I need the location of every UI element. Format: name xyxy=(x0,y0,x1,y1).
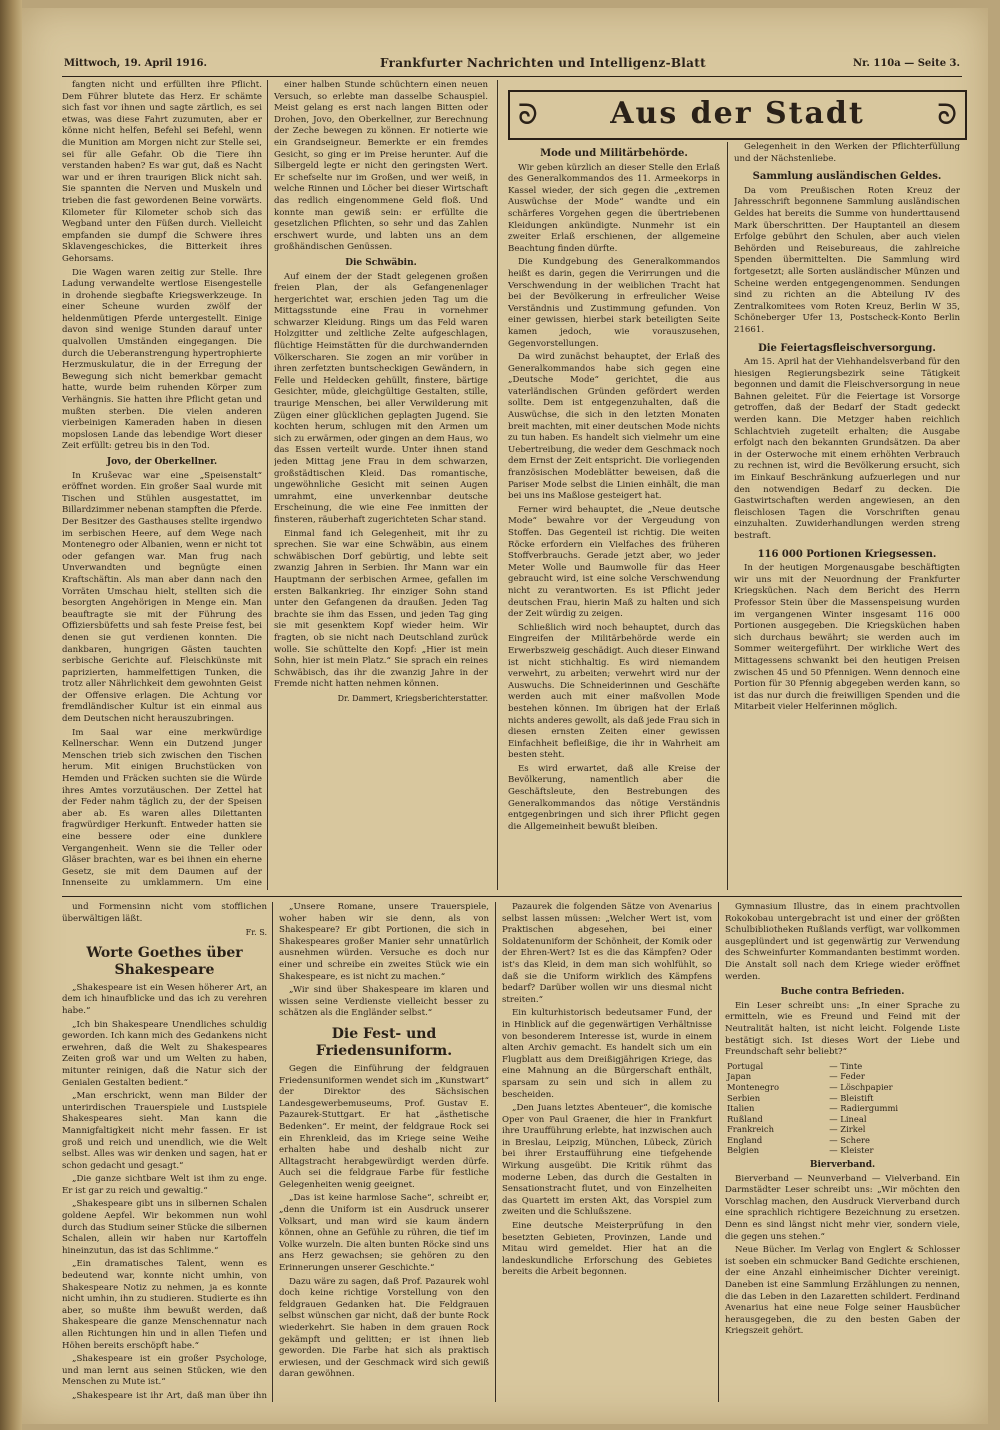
column-3 xyxy=(508,142,720,890)
column-divider xyxy=(497,80,498,890)
author-signature: Dr. Dammert, Kriegsberichterstatter. xyxy=(337,693,488,703)
column-4 xyxy=(734,142,960,890)
article-paragraph: einer halben Stunde schüchtern einen neuen Versuch, so erlebte man dasselbe Schauspiel. Meist gelang es erst nach langen Bitten oder Drohen, Jovo, den Oberkellner, zur Berechnung der Zeche bewegen zu können. Er notierte wie ein Grandseigneur. Bemerkte er ein fremdes Gesicht, so ging er im Preise herunter. Auf die Silbergeld legte er nicht den geringsten Wert. Er schefselte nur im Großen, und wer weiß, in welche Rinnen und Löcher bei dieser Wirtschaft das redlich eingenommene Geld floß. Und konnte man gewiß sein: er erfüllte die gesetzlichen Pflichten, so sehr und das Zahlen erschwert wurde, und labten uns an dem großhändischen Genüssen. xyxy=(274,80,488,253)
subheading: Buche contra Befrieden. xyxy=(780,987,905,998)
subheading: Bierverband. xyxy=(809,1160,876,1171)
author-signature: Fr. S. xyxy=(245,928,267,938)
column-divider xyxy=(495,902,496,1402)
item-cell: — Radiergummi xyxy=(829,1103,899,1114)
header-date: Mittwoch, 19. April 1916. xyxy=(64,58,207,69)
column-divider xyxy=(718,902,719,1402)
table-row xyxy=(725,1061,960,1072)
article-paragraph: Es wird erwartet, daß alle Kreise der Bevölkerung, namentlich aber die Geschäftsleute, den Bestrebungen des Generalkommandos das nötige Verständnis entgegenbringen und sich ihrer Pflicht gegen die Allgemeinheit bewußt bleiben. xyxy=(508,763,720,832)
item-cell: — Lineal xyxy=(829,1113,867,1124)
article-headline: Mode und Militärbehörde. xyxy=(540,148,688,159)
item-cell: — Zirkel xyxy=(829,1124,866,1135)
country-cell: Italien xyxy=(727,1103,755,1114)
article-paragraph: Da wird zunächst behauptet, der Erlaß des Generalkommandos habe sich gegen eine „Deutsche Mode“ gerichtet, die aus vaterländischen Gründen gefördert werden sollte. Dem ist entgegenzuhalten, daß die Auswüchse, die sich in den letzten Monaten breit machten, mit einer deutschen Mode nichts zu tun haben. Es handelt sich vielmehr um eine Uebertreibung, die weder dem Geschmack noch dem Ernst der Zeit entspricht. Die vorliegenden französischen Modeblätter beweisen, daß die Pariser Mode selbst die Linien einhält, die man bei uns ins Maßlose gesteigert hat. xyxy=(508,352,720,502)
article-paragraph: „Ein dramatisches Talent, wenn es bedeutend war, konnte nicht umhin, von Shakespeare Notiz zu nehmen, ja es konnte nicht umhin, ihn zu studieren. Studierte es ihn aber, so mußte ihm bewußt werden, daß Shakespeare die ganze Menschennatur nach allen Richtungen hin und in allen Tiefen und Höhen bereits erschöpft habe.“ xyxy=(62,1259,267,1351)
column-1 xyxy=(62,80,262,890)
item-cell: — Kleister xyxy=(829,1145,874,1156)
column-divider xyxy=(727,142,728,890)
article-paragraph: Ferner wird behauptet, die „Neue deutsche Mode“ bewahre vor der Vergeudung von Stoffen. Das Gegenteil ist richtig. Die weiten Röcke erfordern ein Vielfaches des früheren Stoffverbrauchs. Gerade jetzt aber, wo jeder Meter Wolle und Baumwolle für das Heer gebraucht wird, ist eine solche Verschwendung nicht zu verantworten. Es ist Pflicht jeder deutschen Frau, hierin Maß zu halten und sich der Zeit würdig zu zeigen. xyxy=(508,504,720,620)
item-cell: — Schere xyxy=(829,1134,870,1145)
table-row xyxy=(725,1124,960,1135)
article-paragraph: Wir geben kürzlich an dieser Stelle den Erlaß des Generalkommandos des 11. Armeekorps in Kassel wieder, der sich gegen die „extremen Auswüchse der Mode“ wandte und ein schärferes Vorgehen gegen die übertriebenen Kleidungen ankündigte. Nunmehr ist ein zweiter Erlaß erschienen, der allgemeine Beachtung finden dürfte. xyxy=(508,162,720,254)
ornament-icon: ᘐ xyxy=(937,98,957,131)
article-paragraph: Da vom Preußischen Roten Kreuz der Jahresschrift begonnene Sammlung ausländischen Geldes hat bereits die Summe von hunderttausend Mark überschritten. Der Hauptanteil an diesem Erfolge gebührt den Schulen, aber auch vielen Behörden und Reisebureaus, die zahlreiche Spenden übermittelten. Die Sammlung wird fortgesetzt; alle Sorten ausländischer Münzen und Scheine werden entgegengenommen. Sendungen sind zu richten an die Abteilung IV des Zentralkomitees vom Roten Kreuz, Berlin W 35, Schöneberger Ufer 13, Postscheck-Konto Berlin 21661. xyxy=(734,185,960,335)
article-paragraph: Bierverband — Neunverband — Vielverband. Ein Darmstädter Leser schreibt uns: „Wir möchten den Vorschlag machen, den Ausdruck Vierverband durch eine sprachlich richtigere Bezeichnung zu ersetzen. Denn es sind längst nicht mehr vier, sondern viele, die gegen uns stehen.“ xyxy=(725,1173,960,1242)
table-row xyxy=(725,1135,960,1146)
article-paragraph: und Formensinn nicht vom stofflichen überwältigen läßt. xyxy=(62,902,267,924)
ornament-icon: ᘐ xyxy=(518,98,538,131)
article-paragraph: Gegen die Einführung der feldgrauen Friedensuniformen wendet sich im „Kunstwart“ der Direktor des Sächsischen Landesgewerbemuseums, Prof. Gustav E. Pazaurek-Stuttgart. Er hat „ästhetische Bedenken“. Er meint, der feldgraue Rock sei ein Ehrenkleid, das im Kriege seine Weihe erhalten habe und deshalb nicht zur Alltagstracht herabgewürdigt werden dürfe. Auch sei die feldgraue Farbe für festliche Gelegenheiten wenig geeignet. xyxy=(279,1063,489,1190)
header-rule xyxy=(62,76,962,77)
article-paragraph: „Unsere Romane, unsere Trauerspiele, woher haben wir sie denn, als von Shakespeare? Er gibt Portionen, die sich in Shakespeares großer Manier sehr unnatürlich ausnehmen würden. Versuche es doch nur einer und schreibe ein zweites Stück wie ein Shakespeare, es ist nicht zu machen.“ xyxy=(279,902,489,982)
column-divider xyxy=(267,80,268,890)
article-paragraph: Auf einem der der Stadt gelegenen großen freien Plan, der als Gefangenenlager hergerichtet war, erschien jeden Tag um die Mittagsstunde eine Frau in vornehmer schwarzer Kleidung. Rings um das Feld waren Holzgitter und zeltliche Zelte aufgeschlagen, flüchtige Heimstätten für die durchwandernden Völkerscharen. Sie zogen an mir vorüber in ihren zerfetzten buntscheckigen Gewändern, in Felle und Heldecken gehüllt, finstere, bärtige Gesichter, müde, gleichgültige Gestalten, stille, traurige Menschen, bei aller Verwilderung mit Zügen einer glücklichen geplagten Jugend. Sie kochten herum, schlugen mit den Armen um sich zu erwärmen, oder gingen an dem Haus, wo das Essen verteilt wurde. Unter ihnen stand jeden Mittag jene Frau in dem schwarzen, großstädtischen Kleid. Das romantische, ungewöhnliche Gesicht mit seinen Augen umrahmt, eine unverkennbar deutsche Erscheinung, die wie eine Fee inmitten der finsteren, räuberhaft zugerichteten Schar stand. xyxy=(274,271,488,525)
article-headline: Worte Goethes über Shakespeare xyxy=(86,944,243,978)
bottom-column-3 xyxy=(502,902,712,1402)
article-paragraph: In der heutigen Morgenausgabe beschäftigten wir uns mit der Neuordnung der Frankfurter Kriegsküchen. Nach dem Bericht des Herrn Professor Stein über die Massenspeisung wurden im vergangenen Winter insgesamt 116 000 Portionen ausgegeben. Die Kriegsküchen haben sich durchaus bewährt; sie werden auch im Sommer weitergeführt. Der wirkliche Wert des Mittagessens schwankt bei den heutigen Preisen zwischen 45 und 50 Pfennigen. Wenn dennoch eine Portion für 30 Pfennig abgegeben werden kann, so ist das nur durch die freiwilligen Spenden und die Mitarbeit vieler Helferinnen möglich. xyxy=(734,563,960,713)
table-row xyxy=(725,1071,960,1082)
item-cell: — Tinte xyxy=(829,1060,863,1071)
word-list-table xyxy=(725,1061,960,1156)
article-paragraph: Neue Bücher. Im Verlag von Englert & Schlosser ist soeben ein schmucker Band Gedichte erschienen, der eine Anzahl einheimischer Dichter vereinigt. Daneben ist eine Sammlung Erzählungen zu nennen, die das Leben in den Lazaretten schildert. Ferdinand Avenarius hat eine neue Folge seiner Hausbücher herausgegeben, die zu den besten Gaben der Kriegszeit gehört. xyxy=(725,1245,960,1337)
article-paragraph: Eine deutsche Meisterprüfung in den besetzten Gebieten, Provinzen, Lande und Mitau wird gemeldet. Hier hat an die landeskundliche Erforschung des Gebietes bereits die Arbeit begonnen. xyxy=(502,1221,712,1278)
item-cell: — Löschpapier xyxy=(829,1081,893,1092)
article-paragraph: Gelegenheit in den Werken der Pflichterfüllung und der Nächstenliebe. xyxy=(734,142,960,164)
table-row xyxy=(725,1082,960,1093)
section-title: Aus der Stadt xyxy=(610,96,865,131)
article-paragraph: fangten nicht und erfüllten ihre Pflicht. Dem Führer blutete das Herz. Er schämte sich fast vor ihnen und sagte zärtlich, es sei etwas, was diese Fahrt zuzumuten, aber er könne nicht helfen, Befehl sei Befehl, wenn die Munition am Morgen nicht zur Stelle sei, sei für alle Gefahr. Ob die Tiere ihn verstanden haben? Es war gut, daß es Nacht war und er ihren traurigen Blick nicht sah. Sie spannten die Nerven und Muskeln und trieben die fast gewordenen Beine vorwärts. Kilometer für Kilometer schob sich das Wegband unter den Füßen durch. Vielleicht empfanden sie dumpf die Schwere ihres Sklavengeschickes, die Bitterkeit ihres Gehorsams. xyxy=(62,80,262,264)
header-page-number: Nr. 110a — Seite 3. xyxy=(852,58,960,69)
article-paragraph: „Shakespeare ist ein Wesen höherer Art, an dem ich hinaufblicke und das ich zu verehren habe.“ xyxy=(62,982,267,1016)
table-row xyxy=(725,1093,960,1104)
country-cell: Belgien xyxy=(727,1145,760,1156)
article-paragraph: Gymnasium Illustre, das in einem prachtvollen Rokokobau untergebracht ist und einer der größten Schulbibliotheken Rußlands verfügt, war vollkommen ausgeplündert und ist gegenwärtig zur Verwendung des Schweinfurter Kommandanten bestimmt worden. Die Anstalt soll nach dem Kriege wieder eröffnet werden. xyxy=(725,902,960,982)
article-paragraph: Die Kundgebung des Generalkommandos heißt es darin, gegen die Verirrungen und die Verschwendung in der weiblichen Tracht hat bei der Bevölkerung in erfreulicher Weise Verständnis und Zustimmung gefunden. Von einer gewissen, hierbei stark beteiligten Seite kamen jedoch, wie vorauszusehen, Gegenvorstellungen. xyxy=(508,257,720,349)
bottom-column-4 xyxy=(725,902,960,1402)
bottom-column-2 xyxy=(279,902,489,1402)
country-cell: Frankreich xyxy=(727,1124,774,1135)
section-rule xyxy=(62,896,962,897)
article-paragraph: „Shakespeare gibt uns in silbernen Schalen goldene Aepfel. Wir bekommen nun wohl durch das Studium seiner Stücke die silbernen Schalen, allein wir haben nur Kartoffeln hineinzutun, das ist das Schlimme.“ xyxy=(62,1199,267,1256)
subheading: Jovo, der Oberkellner. xyxy=(106,457,218,467)
country-cell: England xyxy=(727,1134,763,1145)
article-paragraph: Ein Leser schreibt uns: „In einer Sprache zu ermitteln, wie es Freund und Feind mit der Neutralität halten, ist nicht leicht. Folgende Liste bestätigt sich. Ist dieses Wort der Liebe und Freundschaft sehr beliebt?“ xyxy=(725,1000,960,1058)
article-paragraph: „Shakespeare ist ein großer Psychologe, und man lernt aus seinen Stücken, wie den Menschen zu Mute ist.“ xyxy=(62,1354,267,1388)
article-paragraph: Ein kulturhistorisch bedeutsamer Fund, der in Hinblick auf die gegenwärtigen Verhältnisse von besonderem Interesse ist, wurde in einem alten Archiv gemacht. Es handelt sich um ein Flugblatt aus dem Dreißigjährigen Kriege, das eine Mahnung an die Bürgerschaft enthält, sparsam zu sein und sich in allem zu bescheiden. xyxy=(502,1008,712,1100)
article-paragraph: „Die ganze sichtbare Welt ist ihm zu enge. Er ist gar zu reich und gewaltig.“ xyxy=(62,1174,267,1196)
article-paragraph: „Man erschrickt, wenn man Bilder der unterirdischen Trauerspiele und Lustspiele Shakespeares sieht. Man kann die Mannigfaltigkeit nicht mehr fassen. Er ist groß und reich und unendlich, wie die Welt selbst. Alles was wir denken und sagen, hat er schon gedacht und gesagt.“ xyxy=(62,1091,267,1171)
article-paragraph: Schließlich wird noch behauptet, durch das Eingreifen der Militärbehörde werde ein Erwerbszweig geschädigt. Auch dieser Einwand ist nicht stichhaltig. Es wird niemandem verwehrt, zu arbeiten; verwehrt wird nur der Auswuchs. Die Schneiderinnen und Geschäfte werden auch mit einer maßvollen Mode bestehen können. Im übrigen hat der Erlaß nichts anderes gewollt, als daß jede Frau sich in diesen ernsten Zeiten einer gewissen Einfachheit befleißige, die ihr in Wahrheit am besten steht. xyxy=(508,622,720,761)
column-divider xyxy=(272,902,273,1402)
article-paragraph: „Das ist keine harmlose Sache“, schreibt er, „denn die Uniform ist ein Ausdruck unserer Volksart, und man wird sie kaum ändern können, ohne an Gefühle zu rühren, die tief im Volke wurzeln. Die alten bunten Röcke sind uns ans Herz gewachsen; sie gehören zu den Erinnerungen unserer Geschichte.“ xyxy=(279,1193,489,1274)
country-cell: Montenegro xyxy=(727,1081,780,1092)
country-cell: Portugal xyxy=(727,1060,764,1071)
header-newspaper-title: Frankfurter Nachrichten und Intelligenz-Blatt xyxy=(380,56,706,70)
country-cell: Japan xyxy=(727,1071,752,1082)
country-cell: Serbien xyxy=(727,1092,761,1103)
article-paragraph: In Kruševac war eine „Speisenstalt“ eröffnet worden. Ein großer Saal wurde mit Tischen und Stühlen ausgestattet, im Billardzimmer nebenan stampften die Pferde. Der Besitzer des Gasthauses stellte irgendwo im serbischen Heere, auf dem Wege nach Montenegro oder Albanien, wenn er nicht tot oder gefangen war. Man frug nach Unverwandten und begnügte einen Kraftschäftin. Als man aber dann nach den Vorräten Umschau hielt, stellten sich die besorgten Angehörigen in Menge ein. Man beauftragte sie mit der Führung des Offiziersbüfetts und sah feste Preise fest, bei denen sie gut verdienen konnten. Die dankbaren, hungrigen Gästen tauchten serbische Gerichte auf. Fleischkünste mit paprizierten, hammelfettigen Tunken, die trotz aller Nährlichkeit dem gewohnten Geist der Offensive erlagen. Die Achtung vor fremdländischer Kultur ist ein einmal aus dem Deutschen nicht herauszubringen. xyxy=(62,470,262,725)
section-banner xyxy=(508,90,967,140)
article-paragraph: „Shakespeare ist ihr Art, daß man über ihn xyxy=(72,1390,267,1401)
article-paragraph: Einmal fand ich Gelegenheit, mit ihr zu sprechen. Sie war eine Schwäbin, aus einem schwäbischen Dorf gebürtig, und lebte seit zwanzig Jahren in Serbien. Ihr Mann war ein Hauptmann der serbischen Armee, gefallen im ersten Balkankrieg. Ihr einziger Sohn stand unter den Gefangenen da draußen. Jeden Tag brachte sie ihm das Essen, und jeden Tag ging sie mit gesenktem Kopf wieder heim. Wir fragten, ob sie nicht nach Deutschland zurück wolle. Sie schüttelte den Kopf: „Hier ist mein Sohn, hier ist mein Platz.“ Sie sprach ein reines Schwäbisch, das ihr die zwanzig Jahre in der Fremde nicht hatten nehmen können. xyxy=(274,528,488,690)
article-paragraph: Am 15. April hat der Viehhandelsverband für den hiesigen Regierungsbezirk seine Tätigkeit begonnen und damit die Fleischversorgung in neue Bahnen geleitet. Für die Feiertage ist Vorsorge getroffen, daß der Bedarf der Stadt gedeckt werden kann. Die Metzger haben reichlich Schlachtvieh zugeteilt erhalten; die Ausgabe erfolgt nach den bekannten Grundsätzen. Da aber in der Osterwoche mit einem erhöhten Verbrauch zu rechnen ist, wird die Bevölkerung ersucht, sich im Einkauf Beschränkung aufzuerlegen und nur den notwendigen Bedarf zu decken. Die Gastwirtschaften werden angewiesen, an den fleischlosen Tagen die Vorschriften genau einzuhalten. Zuwiderhandlungen werden streng bestraft. xyxy=(734,357,960,541)
article-paragraph: Dazu wäre zu sagen, daß Prof. Pazaurek wohl doch keine richtige Vorstellung von den feldgrauen Gedanken hat. Die Feldgrauen selbst wünschen gar nicht, daß der bunte Rock wiederkehrt. Sie haben in dem grauen Rock gekämpft und gelitten; er ist ihnen lieb geworden. Die Farbe hat sich als praktisch erwiesen, und der Geschmack wird sich gewiß daran gewöhnen. xyxy=(279,1276,489,1380)
subheading: Die Schwäbin. xyxy=(345,257,417,268)
article-headline: 116 000 Portionen Kriegsessen. xyxy=(757,548,937,560)
article-headline: Sammlung ausländischen Geldes. xyxy=(752,171,942,183)
article-paragraph: Die Wagen waren zeitig zur Stelle. Ihre Ladung verwandelte wertlose Eisengestelle in drohende siegbafte Kriegswerkzeuge. In einer Scheune wurden zwölf der heldenmütigen Pferde untergestellt. Einige davon sind wenige Stunden darauf unter qualvollen Umständen eingegangen. Die durch die Ueberanstrengung hypertrophierte Herzmuskulatur, die in der Erregung der Bewegung sich nicht bemerkbar gemacht hatte, wurde beim ruhenden Körper zum Verhängnis. Sie hatten ihre Pflicht getan und mußten sterben. Die vielen anderen vierbeinigen Kameraden haben in diesen mopslosen Lande das lebendige Wort dieser Zeit erfüllt: getreu bis in den Tod. xyxy=(62,267,262,452)
book-binding xyxy=(0,0,22,1430)
table-row xyxy=(725,1103,960,1114)
table-row xyxy=(725,1114,960,1125)
item-cell: — Feder xyxy=(829,1071,865,1082)
table-row xyxy=(725,1145,960,1156)
country-cell: Rußland xyxy=(727,1113,763,1124)
article-headline: Die Fest- und Friedensuniform. xyxy=(315,1025,453,1059)
page-header xyxy=(40,56,970,74)
article-paragraph: Pazaurek die folgenden Sätze von Avenarius selbst lassen müssen: „Welcher Wert ist, vom Praktischen abgesehen, bei einer Soldatenuniform der Schönheit, der Komik oder der Ehren-Wert? Ist es die das Kämpfen? Oder ist's das Kleid, in dem man sich wohlfühlt, so daß sie die Uniform wirklich des Kämpfens bedarf? Darüber wollen wir uns diesmal nicht streiten.“ xyxy=(502,902,712,1005)
article-paragraph: „Ich bin Shakespeare Unendliches schuldig geworden. Ich kann mich des Gedankens nicht erwehren, daß die Welt zu Shakespeares Zeiten groß war und um Welten zu haben, mitunter reinigen, daß die Natur sich der Genialen Gestalten bedient.“ xyxy=(62,1019,267,1088)
article-paragraph: Im Saal war eine merkwürdige Kellnerschar. Wenn ein Dutzend junger Menschen trieb sich zwischen den Tischen herum. Mit einigen Bruchstücken von Hemden und Fräcken suchten sie die Würde ihres Amtes vorzutäuschen. Der Zettel hat der Feder nahm täglich zu, der der Speisen aber ab. Es waren alles Dilettanten fragwürdiger Herkunft. Entweder hatten sie eine bessere oder eine dunklere Vergangenheit. Wenn sie die Teller oder Gläser brachten, war es bei ihnen ein eherne Gesetz, sie mit dem Daumen auf der Innenseite zu umklammern. Um eine xyxy=(62,727,262,889)
article-paragraph: „Wir sind über Shakespeare im klaren und wissen seine Verdienste vielleicht besser zu schätzen als die Engländer selbst.“ xyxy=(279,985,489,1019)
article-paragraph: „Den Juans letztes Abenteuer“, die komische Oper von Paul Graener, die hier in Frankfurt ihre Uraufführung erlebte, hat inzwischen auch in Breslau, Leipzig, München, Lübeck, Zürich bei ihrer Erstaufführung eine tiefgehende Wirkung ausgeübt. Die Kritik rühmt das moderne Leben, das durch die Gestalten in Sensationstracht flutet, und von Einzelheiten das Quartett im ersten Akt, das Vorspiel zum zweiten und die Schlußszene. xyxy=(502,1103,712,1218)
bottom-column-1 xyxy=(62,902,267,1402)
column-2 xyxy=(274,80,488,890)
article-headline: Die Feiertagsfleischversorgung. xyxy=(758,342,936,354)
item-cell: — Bleistift xyxy=(829,1092,874,1103)
